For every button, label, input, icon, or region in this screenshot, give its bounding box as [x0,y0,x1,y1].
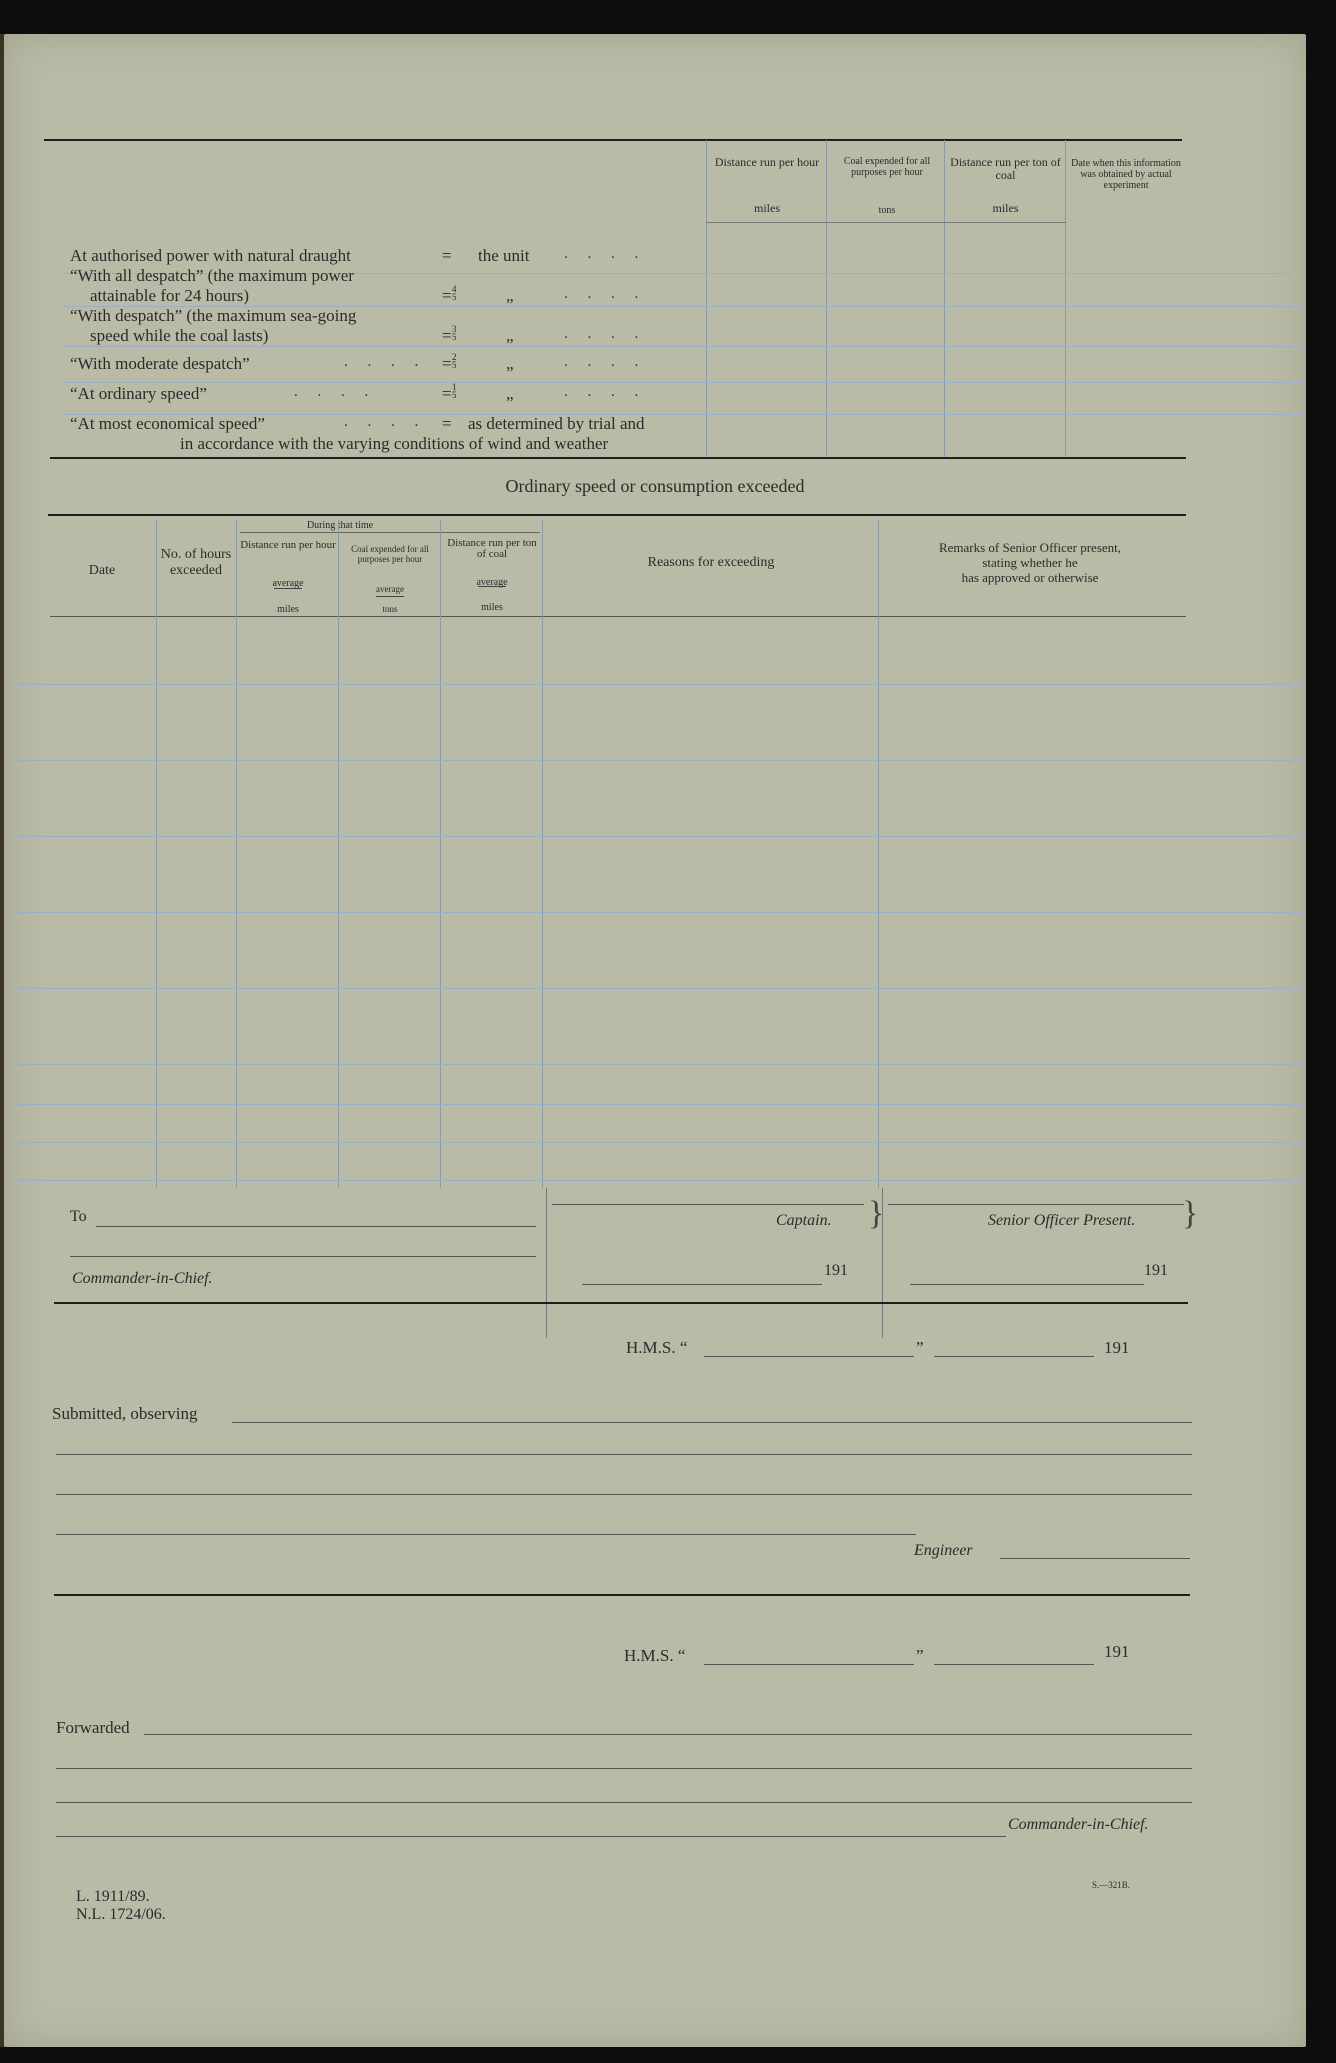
ship-name-field[interactable] [704,1356,914,1357]
remarks-line: Remarks of Senior Officer present, [938,540,1122,555]
section-rule [48,514,1186,516]
fraction-den: 5 [452,292,457,303]
fraction-den: 5 [452,332,457,343]
remarks-line: has approved or otherwise [961,570,1099,585]
header-bottom-rule [50,616,1186,617]
col-header-distance: Distance run per hour [714,155,820,169]
power-row-ordinary: “At ordinary speed” [70,384,207,403]
leader-dots: . . . . [344,414,427,430]
captain-year: 191 [824,1262,848,1279]
leader-dots: . . . . [564,246,647,262]
fraction [452,284,457,302]
leader-dots: . . . . [294,384,377,400]
col-dist: Distance run per hour [240,539,336,551]
unit-tons: tons [878,205,896,216]
fraction-den: 5 [452,390,457,401]
brace: } [868,1195,885,1232]
during-label: During that time [306,520,374,531]
cinc-label: Commander-in-Chief. [72,1270,213,1287]
unit-miles: miles [992,201,1019,215]
power-row-economical: “At most economical speed” [70,414,265,433]
avg-dash [478,586,506,587]
ditto-mark: „ [506,286,514,305]
power-row-despatch: “With despatch” (the maximum sea-going [70,306,357,325]
col-header-coal: Coal expended for all purposes per hour [843,156,931,178]
equals: = [442,286,452,305]
col-header-date: Date when this information was obtained by actual experiment [1071,158,1181,191]
to-label: To [70,1208,87,1225]
fraction [452,382,457,400]
section-rule [54,1594,1190,1596]
leader-dots: . . . . [344,354,427,370]
unit-miles: miles [277,604,299,615]
forwarded-line[interactable] [56,1802,1192,1803]
captain-label: Captain. [776,1212,832,1229]
top-rule [44,139,1182,141]
col-reasons: Reasons for exceeding [647,555,775,570]
avg-label: average [476,577,508,588]
economical-value-cont: in accordance with the varying conditions of wind and weather [180,434,609,453]
avg-label: average [376,584,404,594]
fraction-num: 4 [452,284,457,295]
leader-dots: . . . . [564,286,647,302]
col-divider [546,1188,547,1338]
power-row-despatch-cont: speed while the coal lasts) [90,326,269,345]
ditto-mark: „ [506,354,514,373]
fraction-num: 3 [452,324,457,335]
col-divider [944,140,945,458]
row-line [64,346,1304,347]
ship-name-field[interactable] [704,1664,914,1665]
remarks-line: stating whether he [982,555,1078,570]
engineer-field[interactable] [1000,1558,1190,1559]
section-rule [54,1302,1188,1304]
row-line [14,760,1304,761]
unit-value: the unit [478,246,530,265]
col-hours: No. of hours exceeded [160,547,232,578]
observing-line[interactable] [56,1494,1192,1495]
equals: = [442,354,452,373]
col-divider [826,140,827,458]
power-row-all-despatch-cont: attainable for 24 hours) [90,286,250,305]
avg-label: average [272,578,304,589]
ditto-mark: „ [506,326,514,345]
fraction-num: 1 [452,382,457,393]
col-divider [878,520,879,1188]
section-rule [50,457,1186,459]
engineer-sign-field[interactable] [56,1534,916,1535]
ditto-mark: „ [506,384,514,403]
cinc-sign-field[interactable] [56,1836,1006,1837]
senior-label: Senior Officer Present. [988,1212,1136,1229]
col-date: Date [88,563,116,578]
leader-dots: . . . . [564,384,647,400]
engineer-label: Engineer [914,1542,973,1559]
row-line [14,836,1304,837]
equals: = [442,414,452,433]
form-ref [76,1888,166,1924]
equals: = [442,384,452,403]
avg-dash [376,596,404,597]
avg-dash [274,588,302,589]
col-divider [542,520,543,1188]
col-divider [236,520,237,1188]
captain-date-field[interactable] [582,1284,822,1285]
fraction-den: 5 [452,360,457,371]
unit-tons: tons [382,604,398,614]
ref-line: N.L. 1724/06. [76,1906,166,1923]
power-row-natural: At authorised power with natural draught [70,246,351,265]
equals: = [442,326,452,345]
col-dist-per-ton: Distance run per ton of coal [447,537,537,560]
forwarded-label: Forwarded [56,1718,130,1737]
header-rule [706,222,1066,223]
cinc-label: Commander-in-Chief. [1008,1816,1149,1833]
col-divider [156,520,157,1188]
to-field-line[interactable] [70,1256,536,1257]
form-number: S.—321B. [1092,1880,1131,1890]
close-quote: ” [916,1646,924,1665]
equals: = [442,246,452,265]
row-line [14,1180,1304,1181]
col-divider [440,520,441,1188]
section-title: Ordinary speed or consumption exceeded [505,476,805,496]
form-page [4,34,1306,2047]
fraction [452,324,457,342]
unit-miles: miles [754,201,780,215]
leader-dots: . . . . [564,326,647,342]
economical-value: as determined by trial and [468,414,645,433]
senior-year: 191 [1144,1262,1168,1279]
date-field[interactable] [934,1664,1094,1665]
col-header-dist-per-ton: Distance run per ton of coal [950,155,1061,182]
observing-line[interactable] [56,1454,1192,1455]
fraction [452,352,457,370]
year-label: 191 [1104,1338,1130,1357]
col-remarks [880,540,1180,585]
hms-label: H.M.S. “ [626,1338,688,1357]
forwarded-field[interactable] [144,1734,1192,1735]
senior-sign-field[interactable] [888,1204,1184,1205]
forwarded-line[interactable] [56,1768,1192,1769]
year-label: 191 [1104,1642,1130,1661]
date-field[interactable] [934,1356,1094,1357]
senior-date-field[interactable] [910,1284,1144,1285]
leader-dots: . . . . [564,354,647,370]
captain-sign-field[interactable] [552,1204,864,1205]
row-line [14,1104,1304,1105]
submitted-label: Submitted, observing [52,1404,198,1423]
row-line [14,684,1304,685]
power-row-moderate: “With moderate despatch” [70,354,250,373]
fraction-num: 2 [452,352,457,363]
row-line [64,382,1304,383]
power-row-all-despatch: “With all despatch” (the maximum power [70,266,354,285]
row-line [14,1142,1304,1143]
close-quote: ” [916,1338,924,1357]
hms-label: H.M.S. “ [624,1646,686,1665]
row-line [14,912,1304,913]
col-coal: Coal expended for all purposes per hour [351,544,429,564]
unit-miles: miles [481,602,503,613]
col-divider [706,140,707,458]
to-field[interactable] [96,1226,536,1227]
row-line [14,1064,1304,1065]
during-rule [240,532,540,533]
row-line [14,988,1304,989]
col-divider [338,520,339,1188]
brace: } [1182,1195,1199,1232]
col-divider [1065,140,1066,458]
observing-field[interactable] [232,1422,1192,1423]
ref-line: L. 1911/89. [76,1888,150,1905]
